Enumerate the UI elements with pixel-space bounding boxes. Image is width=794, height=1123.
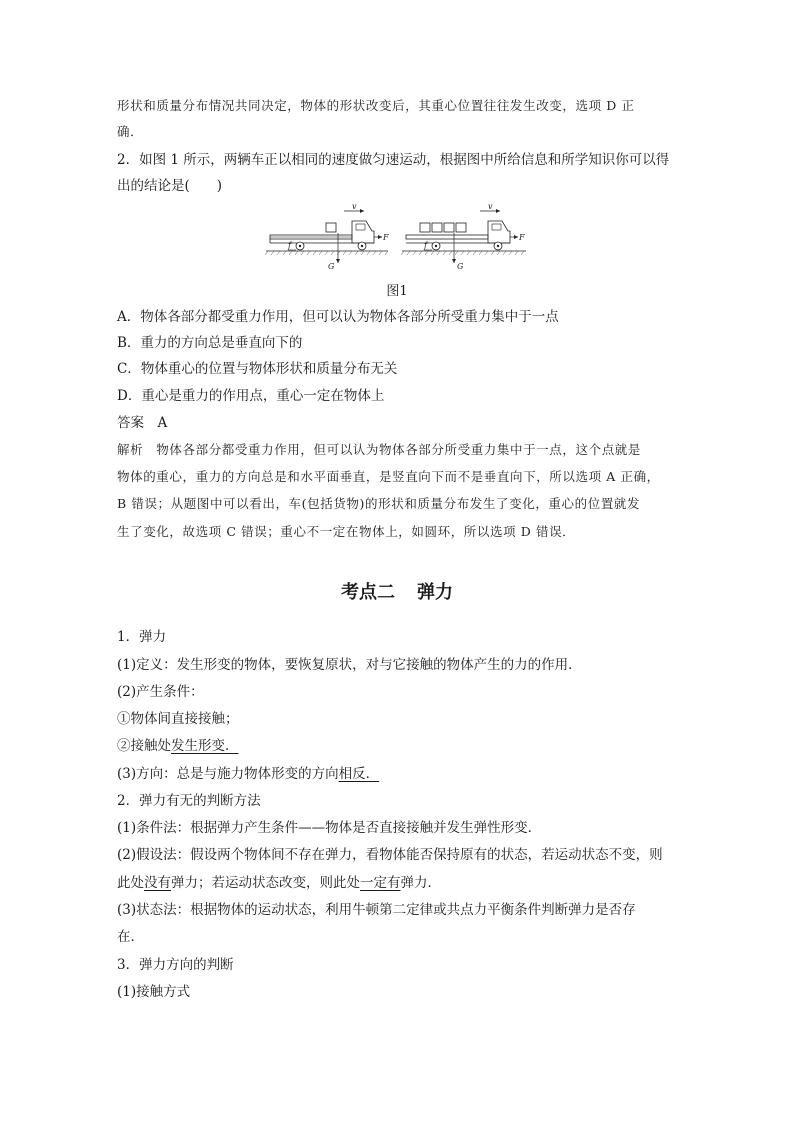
gravity-label: G — [457, 262, 464, 271]
velocity-label: v — [352, 203, 357, 211]
text-line: ①物体间直接接触； — [117, 711, 239, 727]
friction-label: f — [288, 241, 291, 250]
underlined-text: 发生形变． — [171, 738, 239, 754]
text-line: 形状和质量分布情况共同决定，物体的形状改变后，其重心位置往往发生改变，选项 D 正 — [117, 98, 635, 113]
underlined-text: 没有 — [144, 875, 171, 891]
option-c: C．物体重心的位置与物体形状和质量分布无关 — [117, 361, 398, 377]
text-line: (2)产生条件： — [117, 684, 204, 700]
text-fragment: ②接触处 — [117, 738, 171, 754]
question-stem: 出的结论是( ) — [117, 178, 223, 194]
text-fragment: 弹力；若运动状态改变，则此处 — [171, 875, 360, 891]
figure-two-trucks — [264, 203, 530, 277]
explanation-line: 生了变化，故选项 C 错误；重心不一定在物体上，如圆环，所以选项 D 错误． — [117, 524, 576, 539]
explanation-line: 物体的重心，重力的方向总是和水平面垂直，是竖直向下而不是垂直向下，所以选项 A 正确， — [117, 469, 660, 484]
gravity-label: G — [328, 262, 335, 271]
explanation-line: B 错误；从题图中可以看出，车(包括货物)的形状和质量分布发生了变化，重心的位置就发 — [117, 496, 641, 511]
option-b: B．重力的方向总是垂直向下的 — [117, 335, 303, 351]
underlined-text: 相反． — [338, 766, 380, 782]
truck-right — [401, 203, 526, 271]
text-fragment: (3)方向：总是与施力物体形变的方向 — [117, 766, 339, 782]
heading-part: 考点二 — [341, 582, 395, 603]
text-line — [117, 873, 441, 893]
text-line: (2)假设法：假设两个物体间不存在弹力，看物体能否保持原有的状态，若运动状态不变，则 — [117, 847, 663, 863]
text-line — [117, 736, 239, 756]
text-line: 3．弹力方向的判断 — [117, 957, 234, 973]
figure-caption: 图1 — [386, 284, 408, 299]
text-line: (1)接触方式 — [117, 984, 191, 1000]
friction-label: f — [424, 241, 427, 250]
text-line: 确． — [117, 124, 144, 139]
velocity-label: v — [488, 203, 493, 211]
section-heading — [0, 578, 794, 604]
question-stem: 2．如图 1 所示，两辆车正以相同的速度做匀速运动，根据图中所给信息和所学知识你可以得 — [117, 152, 670, 168]
text-line: (1)定义：发生形变的物体，要恢复原状，对与它接触的物体产生的力的作用． — [117, 657, 582, 673]
text-fragment: 此处 — [117, 875, 144, 891]
text-line — [117, 764, 379, 784]
text-line: (3)状态法：根据物体的运动状态，利用牛顿第二定律或共点力平衡条件判断弹力是否存 — [117, 902, 636, 918]
option-d: D．重心是重力的作用点，重心一定在物体上 — [117, 388, 385, 404]
heading-part: 弹力 — [417, 582, 453, 603]
option-a: A．物体各部分都受重力作用，但可以认为物体各部分所受重力集中于一点 — [117, 309, 559, 325]
force-label: F — [519, 233, 525, 242]
force-label: F — [383, 233, 389, 242]
text-line: (1)条件法：根据弹力产生条件——物体是否直接接触并发生弹性形变． — [117, 820, 542, 836]
text-line: 在． — [117, 929, 144, 945]
text-line: 2．弹力有无的判断方法 — [117, 793, 261, 809]
answer-line: 答案 A — [117, 415, 168, 431]
underlined-text: 一定有 — [360, 875, 401, 891]
explanation-line: 解析 物体各部分都受重力作用，但可以认为物体各部分所受重力集中于一点，这个点就是 — [117, 442, 642, 457]
truck-left — [265, 203, 389, 271]
text-line: 1．弹力 — [117, 629, 167, 645]
text-fragment: 弹力． — [400, 875, 441, 891]
